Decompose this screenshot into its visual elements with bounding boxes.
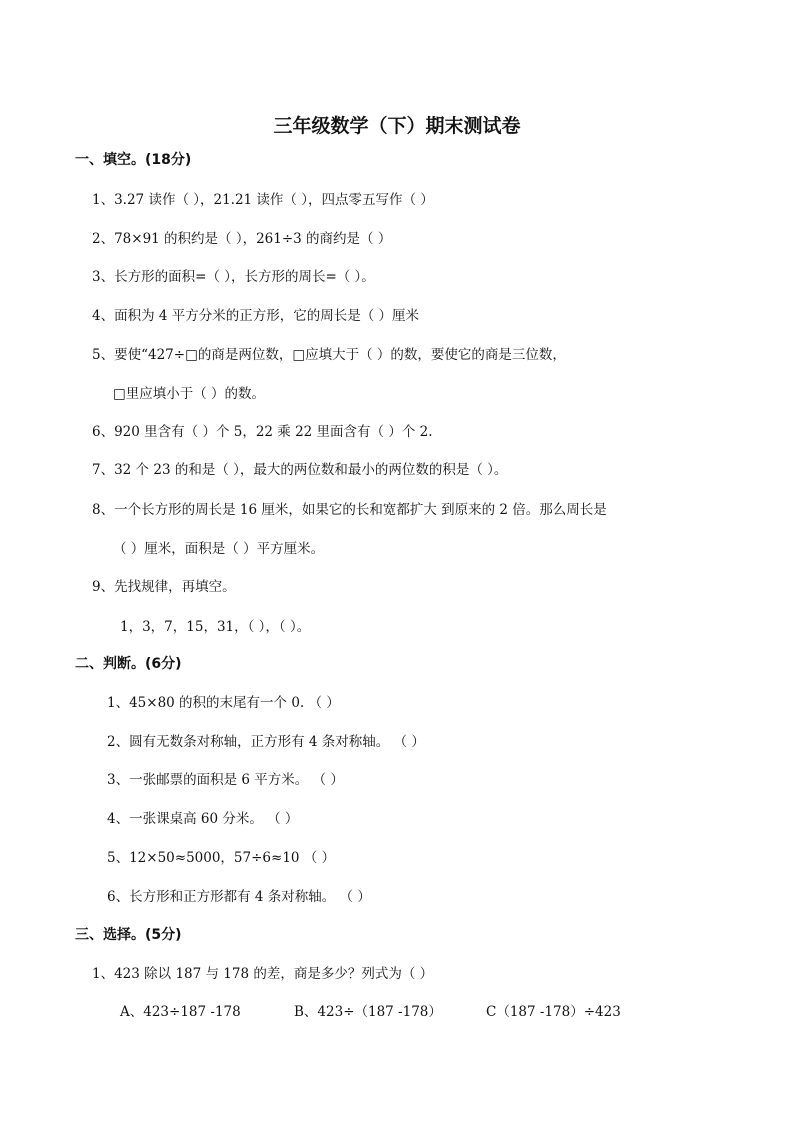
judge-question-4: 4、一张课桌高 60 分米。 （ ）: [107, 811, 299, 827]
choice-question-1: 1、423 除以 187 与 178 的差，商是多少？列式为（ ）: [92, 966, 434, 982]
fill-question-9: 9、先找规律，再填空。: [92, 579, 236, 595]
section-heading-judge: 二、判断。(6分): [75, 656, 182, 672]
judge-question-5: 5、12×50≈5000，57÷6≈10 （ ）: [107, 850, 336, 866]
section-heading-fill: 一、填空。(18分): [75, 152, 192, 168]
fill-question-3: 3、长方形的面积=（ ），长方形的周长=（ ）。: [92, 269, 375, 285]
page-title: 三年级数学（下）期末测试卷: [273, 115, 521, 137]
judge-question-1: 1、45×80 的积的末尾有一个 0. （ ）: [107, 695, 340, 711]
fill-question-1: 1、3.27 读作（ ），21.21 读作（ ），四点零五写作（ ）: [92, 192, 434, 208]
fill-question-2: 2、78×91 的积约是（ ），261÷3 的商约是（ ）: [92, 231, 392, 247]
fill-question-9-sequence: 1，3，7，15，31，（ ），（ ）。: [120, 619, 311, 635]
judge-question-2: 2、圆有无数条对称轴，正方形有 4 条对称轴。 （ ）: [107, 734, 425, 750]
fill-question-4: 4、面积为 4 平方分米的正方形，它的周长是（ ）厘米: [92, 308, 420, 324]
fill-question-8-line-1: 8、一个长方形的周长是 16 厘米，如果它的长和宽都扩大 到原来的 2 倍。那么周长是: [92, 502, 607, 518]
section-heading-choice: 三、选择。(5分): [75, 927, 182, 943]
choice-option-c: C（187 -178）÷423: [486, 1004, 621, 1020]
fill-question-7: 7、32 个 23 的和是（ ），最大的两位数和最小的两位数的积是（ ）。: [92, 462, 508, 478]
choice-option-b: B、423÷（187 -178）: [294, 1004, 442, 1020]
fill-question-6: 6、920 里含有（ ）个 5，22 乘 22 里面含有（ ）个 2.: [92, 424, 433, 440]
judge-question-3: 3、一张邮票的面积是 6 平方米。 （ ）: [107, 772, 344, 788]
judge-question-6: 6、长方形和正方形都有 4 条对称轴。 （ ）: [107, 889, 371, 905]
fill-question-5-line-1: 5、要使“427÷□的商是两位数，□应填大于（ ）的数，要使它的商是三位数，: [92, 347, 566, 363]
fill-question-5-line-2: □里应填小于（ ）的数。: [113, 386, 266, 402]
choice-option-a: A、423÷187 -178: [120, 1004, 241, 1020]
fill-question-8-line-2: （ ）厘米，面积是（ ）平方厘米。: [113, 541, 325, 557]
